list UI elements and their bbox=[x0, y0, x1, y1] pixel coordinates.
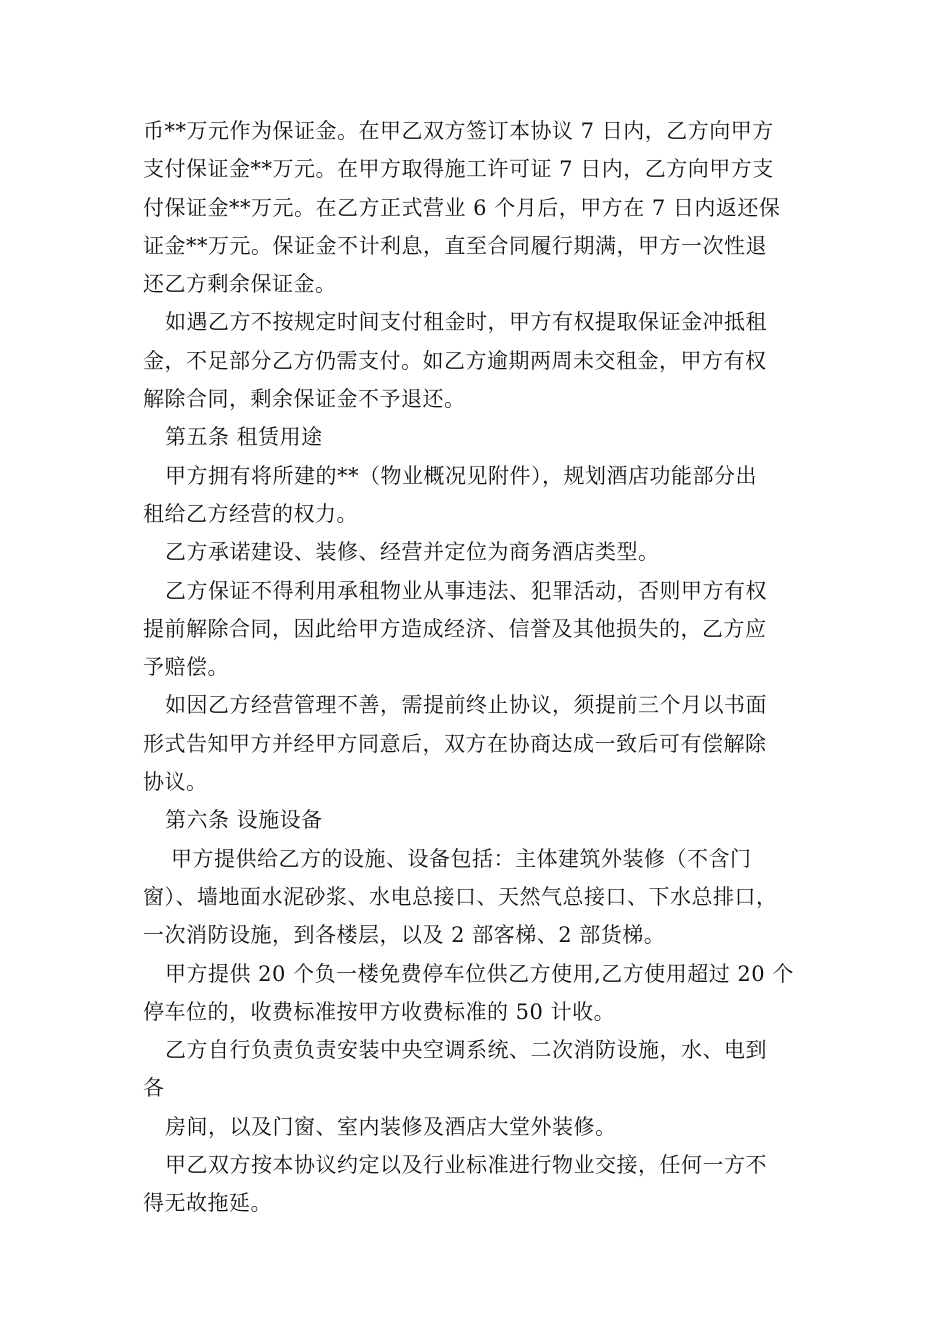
text-line: 乙方保证不得利用承租物业从事违法、犯罪活动，否则甲方有权 bbox=[165, 578, 767, 603]
text-line: 甲方提供 20 个负一楼免费停车位供乙方使用,乙方使用超过 20 个 bbox=[165, 961, 794, 986]
text-line: 如因乙方经营管理不善，需提前终止协议，须提前三个月以书面 bbox=[165, 693, 767, 718]
text-line: 证金**万元。保证金不计利息，直至合同履行期满，甲方一次性退 bbox=[143, 233, 767, 258]
text-line: 甲方拥有将所建的**（物业概况见附件），规划酒店功能部分出 bbox=[165, 463, 757, 488]
text-line: 解除合同，剩余保证金不予退还。 bbox=[143, 387, 466, 412]
text-line: 窗）、墙地面水泥砂浆、水电总接口、天然气总接口、下水总排口， bbox=[143, 884, 778, 909]
text-line: 付保证金**万元。在乙方正式营业 6 个月后，甲方在 7 日内返还保 bbox=[143, 195, 781, 220]
text-line: 金，不足部分乙方仍需支付。如乙方逾期两周未交租金，甲方有权 bbox=[143, 348, 767, 373]
text-line: 得无故拖延。 bbox=[143, 1191, 272, 1216]
text-line: 提前解除合同，因此给甲方造成经济、信誉及其他损失的，乙方应 bbox=[143, 616, 767, 641]
text-line: 租给乙方经营的权力。 bbox=[143, 501, 358, 526]
section-heading: 第五条 租赁用途 bbox=[165, 425, 323, 450]
document-body bbox=[143, 112, 823, 1223]
text-line: 币**万元作为保证金。在甲乙双方签订本协议 7 日内，乙方向甲方 bbox=[143, 119, 774, 143]
text-line: 停车位的，收费标准按甲方收费标准的 50 计收。 bbox=[143, 999, 616, 1024]
text-line: 甲乙双方按本协议约定以及行业标准进行物业交接，任何一方不 bbox=[165, 1153, 767, 1178]
text-line: 一次消防设施，到各楼层，以及 2 部客梯、2 部货梯。 bbox=[143, 923, 666, 948]
text-line: 形式告知甲方并经甲方同意后，双方在协商达成一致后可有偿解除 bbox=[143, 731, 767, 756]
text-line: 乙方承诺建设、装修、经营并定位为商务酒店类型。 bbox=[165, 540, 660, 565]
text-line: 予赔偿。 bbox=[143, 655, 229, 680]
text-line: 甲方提供给乙方的设施、设备包括：主体建筑外装修（不含门 bbox=[171, 846, 752, 871]
section-heading: 第六条 设施设备 bbox=[165, 808, 323, 833]
text-line: 房间，以及门窗、室内装修及酒店大堂外装修。 bbox=[165, 1114, 617, 1139]
text-line: 乙方自行负责负责安装中央空调系统、二次消防设施，水、电到 bbox=[165, 1038, 767, 1063]
text-line: 支付保证金**万元。在甲方取得施工许可证 7 日内，乙方向甲方支 bbox=[143, 157, 774, 182]
text-line: 协议。 bbox=[143, 770, 208, 795]
text-line: 还乙方剩余保证金。 bbox=[143, 272, 337, 297]
text-line: 如遇乙方不按规定时间支付租金时，甲方有权提取保证金冲抵租 bbox=[165, 310, 767, 335]
text-line: 各 bbox=[143, 1076, 165, 1101]
